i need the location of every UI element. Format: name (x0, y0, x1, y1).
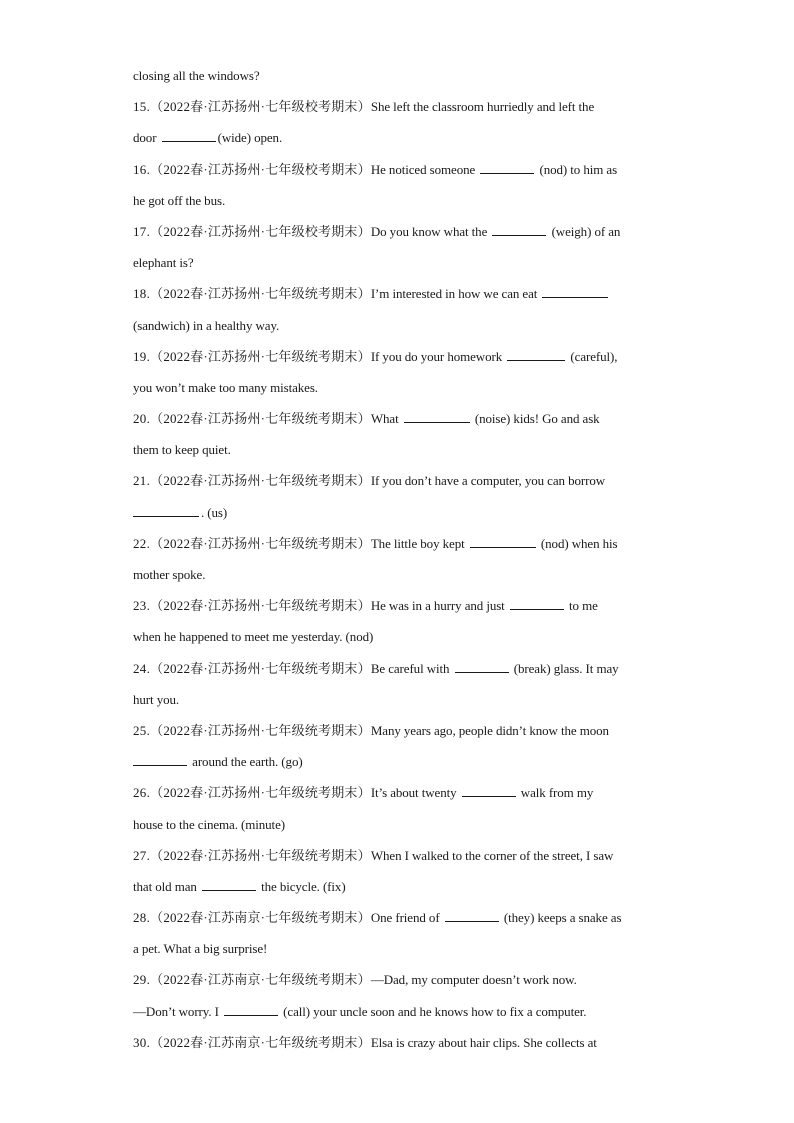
q14-continuation: closing all the windows? (133, 68, 260, 83)
worksheet-page (133, 62, 663, 1060)
question-22-line-2: mother spoke. (133, 567, 206, 582)
question-29-line-1: 29.（2022春·江苏南京·七年级统考期末）—Dad, my computer doesn’t work now. (133, 972, 577, 988)
question-source: （2022春·江苏扬州·七年级统考期末） (150, 411, 371, 427)
question-source: （2022春·江苏扬州·七年级统考期末） (150, 535, 371, 551)
question-23-line-1: 23.（2022春·江苏扬州·七年级统考期末）He was in a hurry and just to me (133, 598, 598, 614)
question-19-line-1: 19.（2022春·江苏扬州·七年级统考期末）If you do your homework (careful), (133, 348, 618, 364)
question-number: 28. (133, 910, 151, 926)
question-number: 22. (133, 535, 151, 551)
answer-blank[interactable] (445, 909, 499, 922)
question-17-line-2: elephant is? (133, 255, 194, 271)
question-number: 30. (133, 1034, 151, 1050)
question-26-line-2: house to the cinema. (minute) (133, 816, 285, 832)
question-15-line-1: 15.（2022春·江苏扬州·七年级校考期末）She left the classroom hurriedly and left the (133, 99, 595, 115)
question-27-line-1: 27.（2022春·江苏扬州·七年级统考期末）When I walked to the corner of the street, I saw (133, 847, 614, 863)
question-source: （2022春·江苏扬州·七年级统考期末） (150, 598, 371, 614)
question-28-line-1: 28.（2022春·江苏南京·七年级统考期末）One friend of (they) keeps a snake as (133, 910, 622, 926)
answer-blank[interactable] (470, 535, 536, 548)
question-source: （2022春·江苏扬州·七年级校考期末） (150, 223, 371, 239)
question-19-line-2: you won’t make too many mistakes. (133, 379, 318, 395)
question-number: 20. (133, 411, 151, 427)
answer-blank[interactable] (542, 285, 608, 298)
question-source: （2022春·江苏扬州·七年级统考期末） (150, 286, 371, 302)
question-number: 26. (133, 785, 151, 801)
question-29-line-2: —Don’t worry. I (call) your uncle soon and he knows how to fix a computer. (133, 1003, 587, 1019)
question-20-line-1: 20.（2022春·江苏扬州·七年级统考期末）What (noise) kids! Go and ask (133, 411, 600, 427)
question-15-line-2: door (wide) open. (133, 130, 283, 146)
question-number: 16. (133, 161, 151, 177)
question-22-line-1: 22.（2022春·江苏扬州·七年级统考期末）The little boy kept (nod) when his (133, 535, 618, 551)
question-source: （2022春·江苏南京·七年级统考期末） (150, 972, 371, 988)
question-27-line-2: that old man the bicycle. (fix) (133, 878, 346, 894)
question-number: 21. (133, 473, 151, 489)
question-25-line-2: around the earth. (go) (133, 748, 663, 779)
question-18-line-1: 18.（2022春·江苏扬州·七年级统考期末）I’m interested in how we can eat (133, 280, 663, 311)
question-21-line-2: . (us) (133, 499, 663, 530)
question-number: 25. (133, 722, 151, 738)
question-16-line-1: 16.（2022春·江苏扬州·七年级校考期末）He noticed someone (nod) to him as (133, 161, 618, 177)
question-source: （2022春·江苏扬州·七年级统考期末） (150, 348, 371, 364)
question-26-line-1: 26.（2022春·江苏扬州·七年级统考期末）It’s about twenty walk from my (133, 785, 594, 801)
answer-blank[interactable] (455, 660, 509, 673)
question-24-line-2: hurt you. (133, 691, 180, 707)
question-source: （2022春·江苏扬州·七年级统考期末） (150, 847, 371, 863)
question-30-line-1: 30.（2022春·江苏南京·七年级统考期末）Elsa is crazy about hair clips. She collects at (133, 1034, 597, 1050)
question-source: （2022春·江苏南京·七年级统考期末） (150, 1034, 371, 1050)
question-28-line-2: a pet. What a big surprise! (133, 941, 268, 957)
answer-blank[interactable] (462, 784, 516, 797)
question-number: 18. (133, 286, 151, 302)
question-25-line-1: 25.（2022春·江苏扬州·七年级统考期末）Many years ago, people didn’t know the moon (133, 722, 609, 738)
question-20-line-2: them to keep quiet. (133, 442, 231, 458)
question-21-line-1: 21.（2022春·江苏扬州·七年级统考期末）If you don’t have a computer, you can borrow (133, 473, 606, 489)
question-source: （2022春·江苏扬州·七年级统考期末） (150, 722, 371, 738)
question-17-line-1: 17.（2022春·江苏扬州·七年级校考期末）Do you know what the (weigh) of an (133, 223, 621, 239)
question-source: （2022春·江苏扬州·七年级统考期末） (150, 473, 371, 489)
answer-blank[interactable] (507, 348, 565, 361)
answer-blank[interactable] (162, 129, 216, 142)
question-16-line-2: he got off the bus. (133, 192, 226, 208)
question-source: （2022春·江苏扬州·七年级统考期末） (150, 660, 371, 676)
question-number: 29. (133, 972, 151, 988)
answer-blank[interactable] (480, 161, 534, 174)
answer-blank[interactable] (202, 878, 256, 891)
question-source: （2022春·江苏扬州·七年级统考期末） (150, 785, 371, 801)
question-number: 23. (133, 598, 151, 614)
answer-blank[interactable] (133, 753, 187, 766)
question-number: 17. (133, 223, 151, 239)
question-source: （2022春·江苏扬州·七年级校考期末） (150, 161, 371, 177)
question-source: （2022春·江苏扬州·七年级校考期末） (150, 99, 371, 115)
question-number: 15. (133, 99, 151, 115)
answer-blank[interactable] (404, 410, 470, 423)
question-23-line-2: when he happened to meet me yesterday. (nod) (133, 629, 374, 645)
answer-blank[interactable] (133, 504, 199, 517)
answer-blank[interactable] (510, 597, 564, 610)
question-source: （2022春·江苏南京·七年级统考期末） (150, 910, 371, 926)
question-24-line-1: 24.（2022春·江苏扬州·七年级统考期末）Be careful with (break) glass. It may (133, 660, 619, 676)
answer-blank[interactable] (224, 1003, 278, 1016)
question-18-line-2: (sandwich) in a healthy way. (133, 317, 280, 333)
question-number: 19. (133, 348, 151, 364)
question-number: 24. (133, 660, 151, 676)
answer-blank[interactable] (492, 223, 546, 236)
question-number: 27. (133, 847, 151, 863)
